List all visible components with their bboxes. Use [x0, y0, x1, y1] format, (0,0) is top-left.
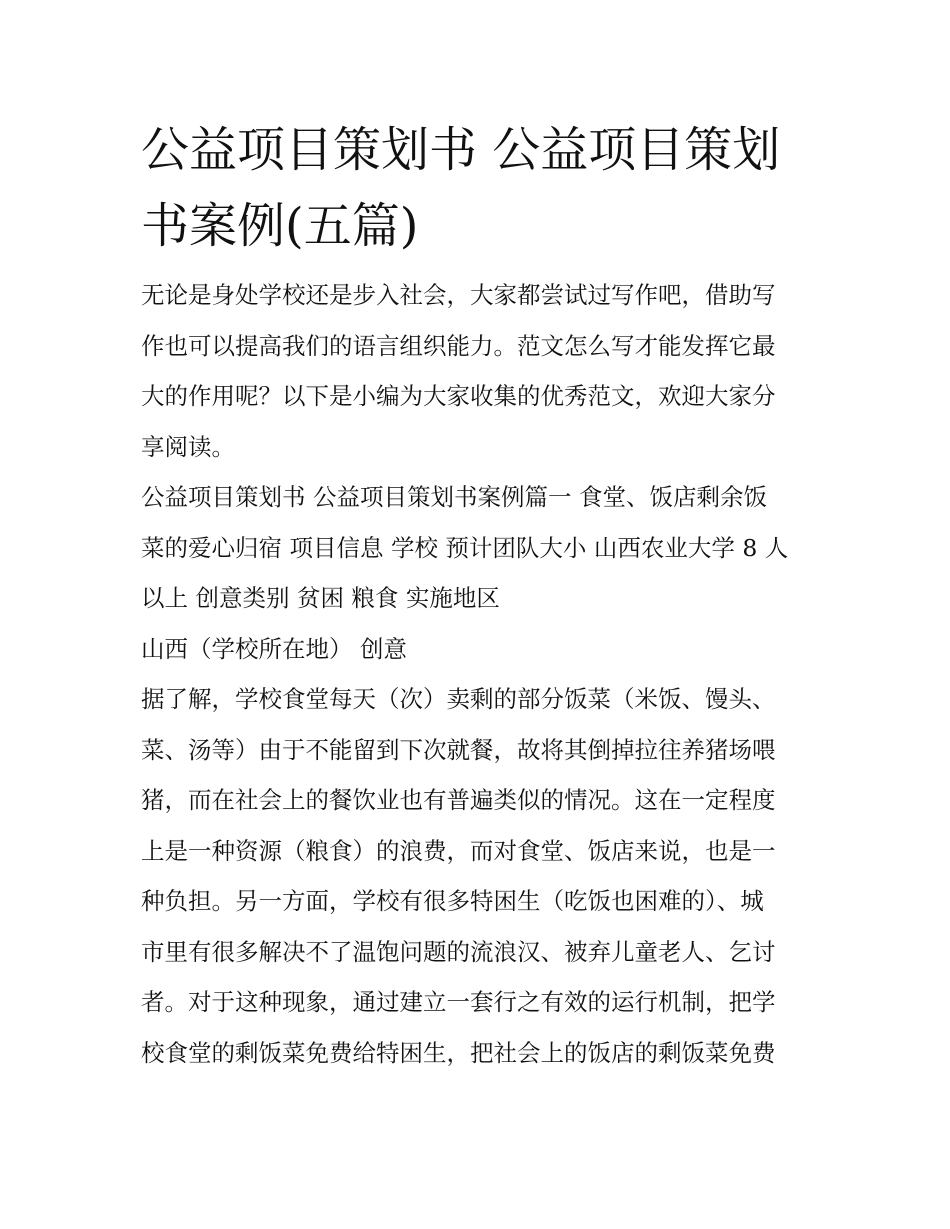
text-line: 市里有很多解决不了温饱问题的流浪汉、被弃儿童老人、乞讨 — [141, 937, 776, 966]
body-paragraph — [141, 674, 813, 1078]
text-line: 菜、汤等）由于不能留到下次就餐，故将其倒掉拉往养猪场喂 — [141, 735, 776, 764]
text-line: 山西（学校所在地） 创意 — [141, 634, 407, 663]
text-line: 者。对于这种现象，通过建立一套行之有效的运行机制，把学 — [141, 988, 776, 1016]
text-line: 以上 创意类别 贫困 粮食 实施地区 — [141, 584, 500, 612]
document-title — [141, 112, 813, 264]
text-line: 猪，而在社会上的餐饮业也有普遍类似的情况。这在一定程度 — [141, 786, 776, 814]
text-line: 种负担。另一方面，学校有很多特困生（吃饭也困难的）、城 — [141, 887, 764, 915]
title-line: 书案例(五篇) — [141, 198, 419, 254]
text-line: 公益项目策划书 公益项目策划书案例篇一 食堂、饭店剩余饭 — [141, 483, 767, 511]
project-info-paragraph — [141, 472, 813, 624]
location-paragraph — [141, 624, 813, 675]
text-line: 享阅读。 — [141, 432, 235, 461]
text-line: 作也可以提高我们的语言组织能力。范文怎么写才能发挥它最 — [141, 331, 776, 360]
document-content — [141, 112, 813, 1078]
text-line: 菜的爱心归宿 项目信息 学校 预计团队大小 山西农业大学 8 人 — [141, 533, 789, 562]
title-line: 公益项目策划书 公益项目策划 — [141, 122, 781, 178]
text-line: 校食堂的剩饭菜免费给特困生，把社会上的饭店的剩饭菜免费 — [141, 1038, 776, 1067]
intro-paragraph — [141, 270, 813, 472]
text-line: 无论是身处学校还是步入社会，大家都尝试过写作吧，借助写 — [141, 281, 776, 309]
text-line: 大的作用呢？以下是小编为大家收集的优秀范文，欢迎大家分 — [141, 382, 776, 410]
text-line: 据了解，学校食堂每天（次）卖剩的部分饭菜（米饭、馒头、 — [141, 685, 776, 713]
text-line: 上是一种资源（粮食）的浪费，而对食堂、饭店来说，也是一 — [141, 836, 776, 865]
